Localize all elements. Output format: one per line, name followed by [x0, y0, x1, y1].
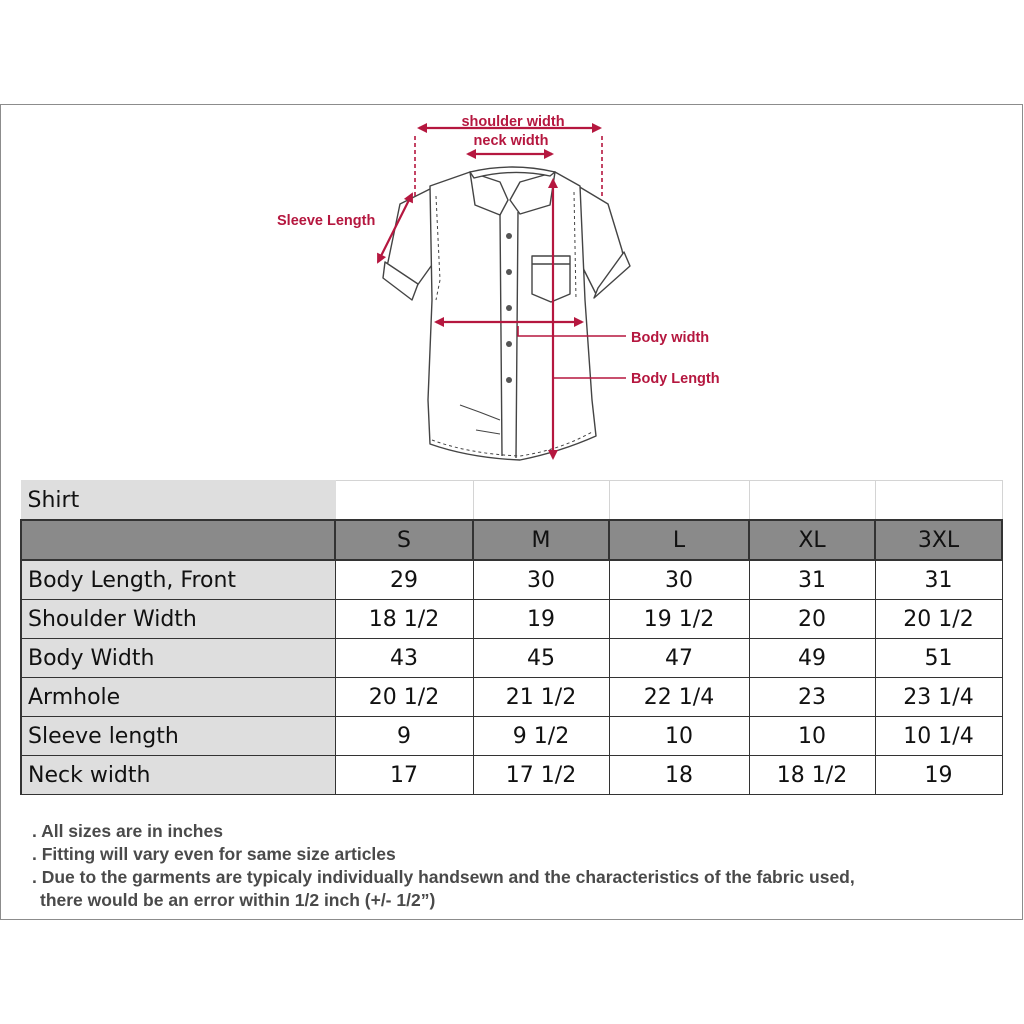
- button-icon: [506, 377, 512, 383]
- row-label: Neck width: [21, 756, 335, 795]
- size-header: S: [335, 520, 473, 560]
- row-label: Sleeve length: [21, 717, 335, 756]
- table-cell: 43: [335, 639, 473, 678]
- table-cell: 31: [875, 560, 1002, 600]
- size-header: L: [609, 520, 749, 560]
- table-cell: 30: [609, 560, 749, 600]
- table-title: Shirt: [21, 481, 335, 521]
- size-header-row: [21, 520, 1002, 560]
- table-row: [21, 639, 1002, 678]
- button-icon: [506, 341, 512, 347]
- table-cell: 22 1/4: [609, 678, 749, 717]
- table-title-row: [21, 481, 1002, 521]
- table-row: [21, 717, 1002, 756]
- shirt-diagram: [0, 0, 1024, 480]
- table-cell: 30: [473, 560, 609, 600]
- table-cell: 20 1/2: [335, 678, 473, 717]
- table-cell: 47: [609, 639, 749, 678]
- body-length-label: Body Length: [631, 371, 720, 387]
- table-cell: 49: [749, 639, 875, 678]
- table-cell: 17: [335, 756, 473, 795]
- table-cell: 31: [749, 560, 875, 600]
- neck-width-label: neck width: [473, 133, 549, 149]
- table-cell: 18 1/2: [749, 756, 875, 795]
- sleeve-length-label: Sleeve Length: [277, 213, 376, 229]
- button-icon: [506, 269, 512, 275]
- table-cell: 9: [335, 717, 473, 756]
- table-row: [21, 756, 1002, 795]
- table-cell: 9 1/2: [473, 717, 609, 756]
- size-header: M: [473, 520, 609, 560]
- shoulder-width-label: shoulder width: [461, 114, 565, 130]
- table-cell: 23 1/4: [875, 678, 1002, 717]
- shirt-outline-icon: [383, 167, 630, 460]
- size-header: XL: [749, 520, 875, 560]
- table-row: [21, 560, 1002, 600]
- body-width-label: Body width: [631, 330, 710, 346]
- note-line: there would be an error within 1/2 inch (+/- 1/2”): [40, 890, 436, 910]
- button-icon: [506, 233, 512, 239]
- table-cell: 19 1/2: [609, 600, 749, 639]
- note-line: . Fitting will vary even for same size articles: [32, 844, 396, 864]
- table-row: [21, 600, 1002, 639]
- table-cell: 10 1/4: [875, 717, 1002, 756]
- row-label: Shoulder Width: [21, 600, 335, 639]
- table-cell: 20: [749, 600, 875, 639]
- table-cell: 10: [609, 717, 749, 756]
- table-cell: 45: [473, 639, 609, 678]
- table-cell: 20 1/2: [875, 600, 1002, 639]
- table-cell: 10: [749, 717, 875, 756]
- table-cell: 21 1/2: [473, 678, 609, 717]
- notes-section: [32, 820, 855, 912]
- row-label: Body Length, Front: [21, 560, 335, 600]
- table-cell: 19: [875, 756, 1002, 795]
- table-cell: 19: [473, 600, 609, 639]
- button-icon: [506, 305, 512, 311]
- table-cell: 18 1/2: [335, 600, 473, 639]
- note-line: . All sizes are in inches: [32, 821, 223, 841]
- note-line: . Due to the garments are typicaly individually handsewn and the characteristics of the fabric used,: [32, 867, 855, 887]
- table-cell: 23: [749, 678, 875, 717]
- table-cell: 51: [875, 639, 1002, 678]
- size-chart-table: [20, 480, 1003, 795]
- size-header: 3XL: [875, 520, 1002, 560]
- row-label: Armhole: [21, 678, 335, 717]
- table-cell: 17 1/2: [473, 756, 609, 795]
- row-label: Body Width: [21, 639, 335, 678]
- table-cell: 18: [609, 756, 749, 795]
- table-cell: 29: [335, 560, 473, 600]
- table-row: [21, 678, 1002, 717]
